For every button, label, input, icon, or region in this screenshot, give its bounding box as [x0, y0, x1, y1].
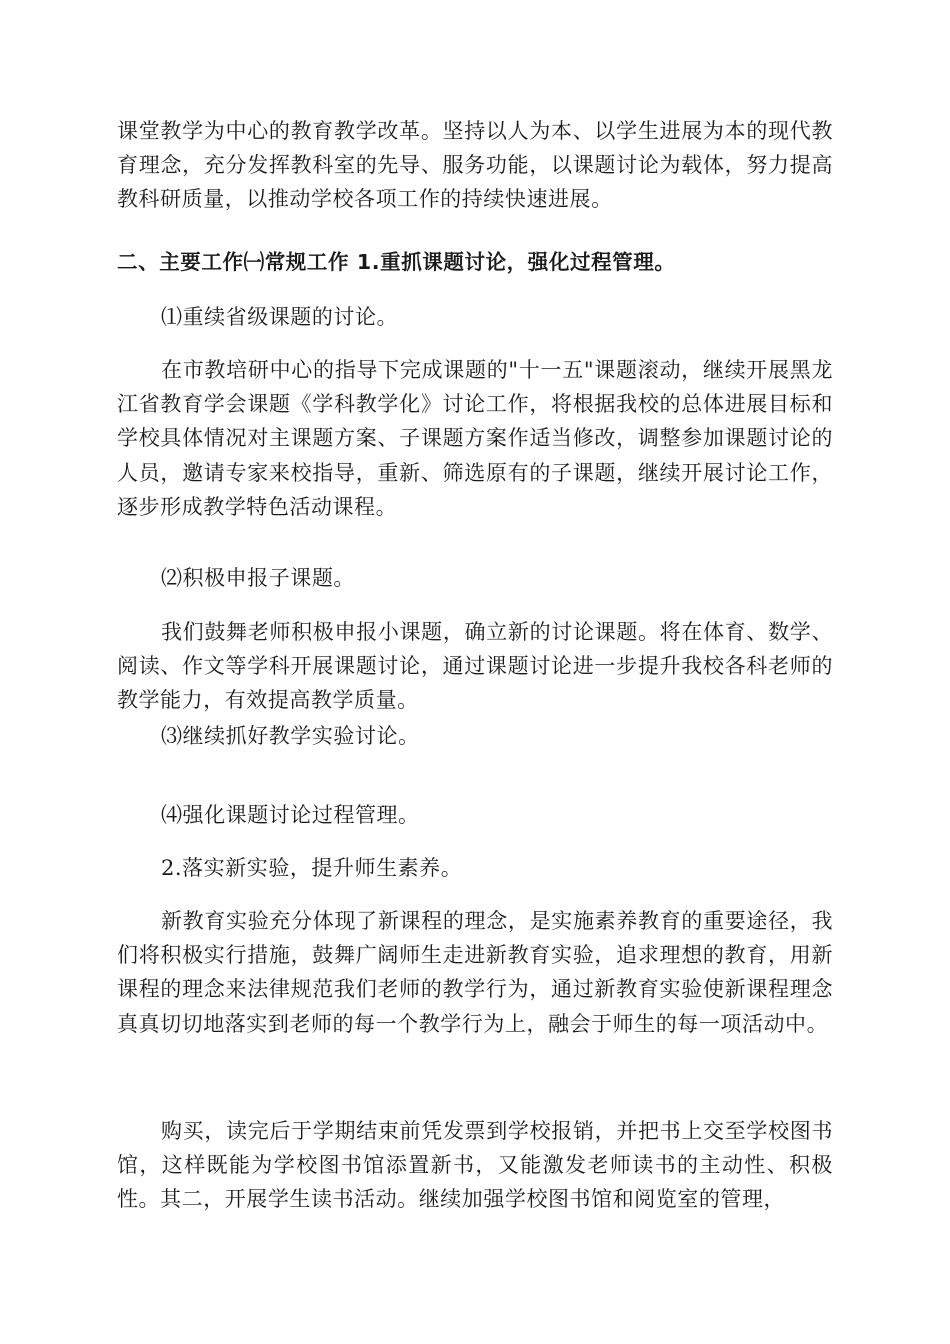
section-2-paragraph: 新教育实验充分体现了新课程的理念，是实施素养教育的重要途径，我们将积极实行措施，鼓舞广阔师生走进新教育实验，追求理想的教育，用新课程的理念来法律规范我们老师的教学行为，通过新教育实验使新课程理念真真切切地落实到老师的每一个教学行为上，融会于师生的每一项活动中。: [117, 909, 833, 1036]
reading-paragraph: 购买，读完后于学期结束前凭发票到学校报销，并把书上交至学校图书馆，这样既能为学校图书馆添置新书，又能激发老师读书的主动性、积极性。其二，开展学生读书活动。继续加强学校图书馆和阅览室的管理，: [117, 1119, 833, 1212]
section-heading: 二、主要工作㈠常规工作 1.重抓课题讨论，强化过程管理。: [117, 250, 676, 274]
section-2-title: 2.落实新实验，提升师生素养。: [161, 856, 463, 880]
item-4-title: ⑷强化课题讨论过程管理。: [161, 803, 420, 827]
item-2-title: ⑵积极申报子课题。: [161, 566, 355, 590]
item-3-title: ⑶继续抓好教学实验讨论。: [161, 724, 420, 748]
intro-paragraph: 课堂教学为中心的教育教学改革。坚持以人为本、以学生进展为本的现代教育理念，充分发挥教科室的先导、服务功能，以课题讨论为载体，努力提高教科研质量，以推动学校各项工作的持续快速进展。: [117, 119, 833, 212]
item-1-title: ⑴重续省级课题的讨论。: [161, 305, 399, 329]
item-1-paragraph: 在市教培研中心的指导下完成课题的"十一五"课题滚动，继续开展黑龙江省教育学会课题《学科教学化》讨论工作，将根据我校的总体进展目标和学校具体情况对主课题方案、子课题方案作适当修改，调整参加课题讨论的人员，邀请专家来校指导，重新、筛选原有的子课题，继续开展讨论工作，逐步形成教学特色活动课程。: [117, 358, 833, 519]
item-2-paragraph: 我们鼓舞老师积极申报小课题，确立新的讨论课题。将在体育、数学、阅读、作文等学科开展课题讨论，通过课题讨论进一步提升我校各科老师的教学能力，有效提高教学质量。: [117, 620, 833, 713]
